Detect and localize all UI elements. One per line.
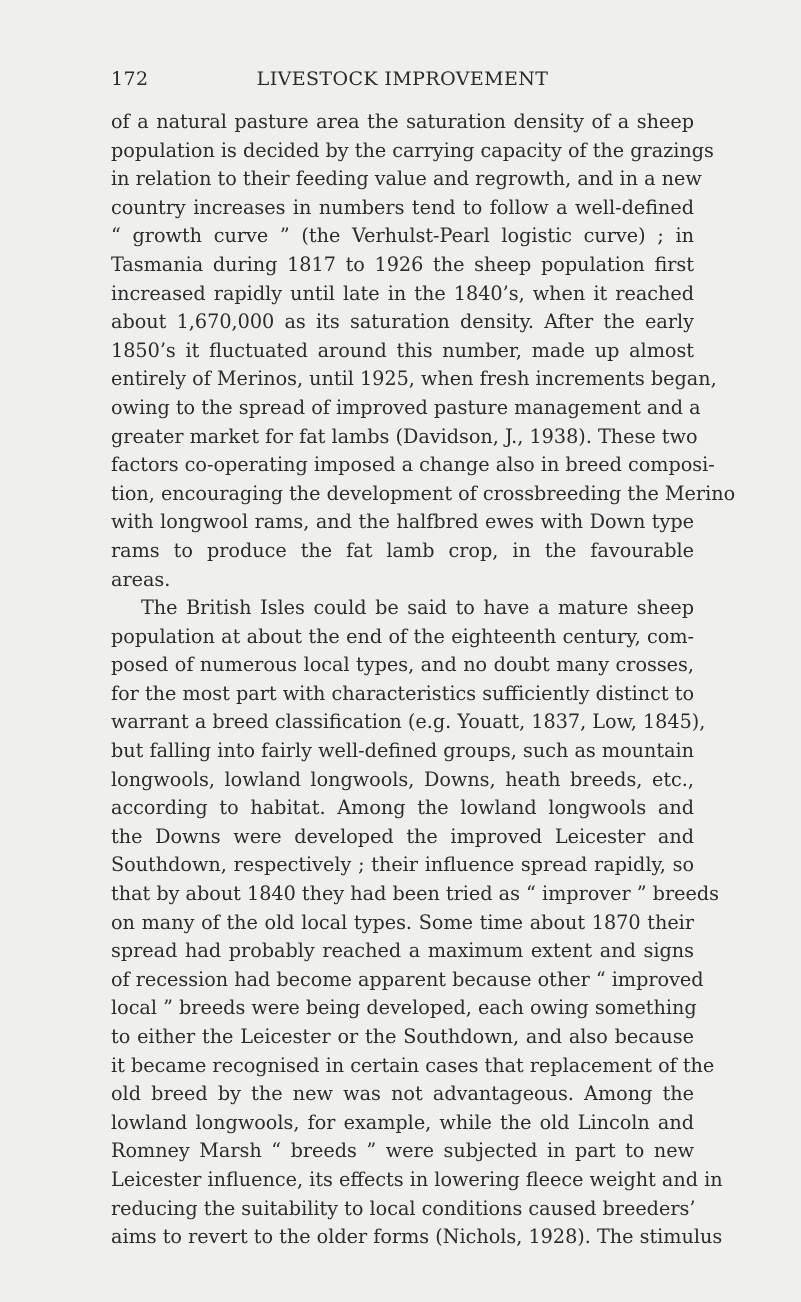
text-line: it became recognised in certain cases that replacement of the [111, 1053, 715, 1077]
text-line: reducing the suitability to local conditions caused breeders’ [111, 1196, 696, 1220]
text-line: greater market for fat lambs (Davidson, J., 1938). These two [111, 424, 698, 448]
text-line: on many of the old local types. Some time about 1870 their [111, 910, 694, 934]
text-line: entirely of Merinos, until 1925, when fresh increments began, [111, 367, 717, 391]
text-line: but falling into fairly well-defined groups, such as mountain [111, 739, 694, 763]
text-line: population at about the end of the eighteenth century, com- [111, 624, 694, 648]
text-line: increased rapidly until late in the 1840’s, when it reached [111, 281, 694, 305]
text-line: longwools, lowland longwools, Downs, heath breeds, etc., [111, 767, 694, 791]
text-line: lowland longwools, for example, while the old Lincoln and [111, 1110, 694, 1134]
text-line: spread had probably reached a maximum extent and signs [111, 939, 694, 963]
body-text [111, 108, 736, 1252]
text-line: of a natural pasture area the saturation density of a sheep [111, 110, 694, 133]
text-line: about 1,670,000 as its saturation density. After the early [111, 310, 694, 334]
text-line: aims to revert to the older forms (Nichols, 1928). The stimulus [111, 1225, 723, 1249]
text-line: “ growth curve ” (the Verhulst-Pearl logistic curve) ; in [111, 224, 694, 248]
text-line: the Downs were developed the improved Leicester and [111, 824, 694, 848]
text-line: with longwool rams, and the halfbred ewes with Down type [111, 510, 694, 534]
text-line: to either the Leicester or the Southdown, and also because [111, 1025, 694, 1048]
text-line: factors co-operating imposed a change also in breed composi- [111, 453, 715, 477]
text-line: posed of numerous local types, and no doubt many crosses, [111, 653, 694, 677]
page-number: 172 [111, 68, 149, 90]
paragraph [111, 594, 723, 1252]
text-line: The British Isles could be said to have a mature sheep [141, 596, 694, 620]
paragraph [111, 108, 736, 594]
text-line: population is decided by the carrying capacity of the grazings [111, 138, 714, 162]
text-line: of recession had become apparent because other “ improved [111, 967, 704, 991]
text-line: rams to produce the fat lamb crop, in the favourable [111, 538, 694, 562]
text-line: areas. [111, 567, 171, 591]
text-line: warrant a breed classification (e.g. Youatt, 1837, Low, 1845), [111, 710, 706, 734]
text-line: owing to the spread of improved pasture management and a [111, 395, 701, 419]
text-line: old breed by the new was not advantageous. Among the [111, 1082, 694, 1106]
text-line: local ” breeds were being developed, each owing something [111, 996, 697, 1020]
text-line: Tasmania during 1817 to 1926 the sheep population first [111, 252, 694, 276]
text-line: that by about 1840 they had been tried as “ improver ” breeds [111, 882, 719, 906]
running-title: LIVESTOCK IMPROVEMENT [256, 68, 549, 90]
text-line: according to habitat. Among the lowland longwools and [111, 796, 694, 820]
text-line: Romney Marsh “ breeds ” were subjected in part to new [111, 1139, 694, 1163]
text-line: country increases in numbers tend to follow a well-defined [111, 195, 694, 219]
text-line: Leicester influence, its effects in lowering fleece weight and in [111, 1167, 723, 1191]
text-line: Southdown, respectively ; their influence spread rapidly, so [111, 853, 694, 877]
text-line: 1850’s it fluctuated around this number, made up almost [111, 338, 694, 362]
page-header [111, 64, 694, 94]
text-line: for the most part with characteristics sufficiently distinct to [111, 681, 694, 705]
text-line: in relation to their feeding value and regrowth, and in a new [111, 167, 702, 191]
text-line: tion, encouraging the development of crossbreeding the Merino [111, 481, 736, 505]
